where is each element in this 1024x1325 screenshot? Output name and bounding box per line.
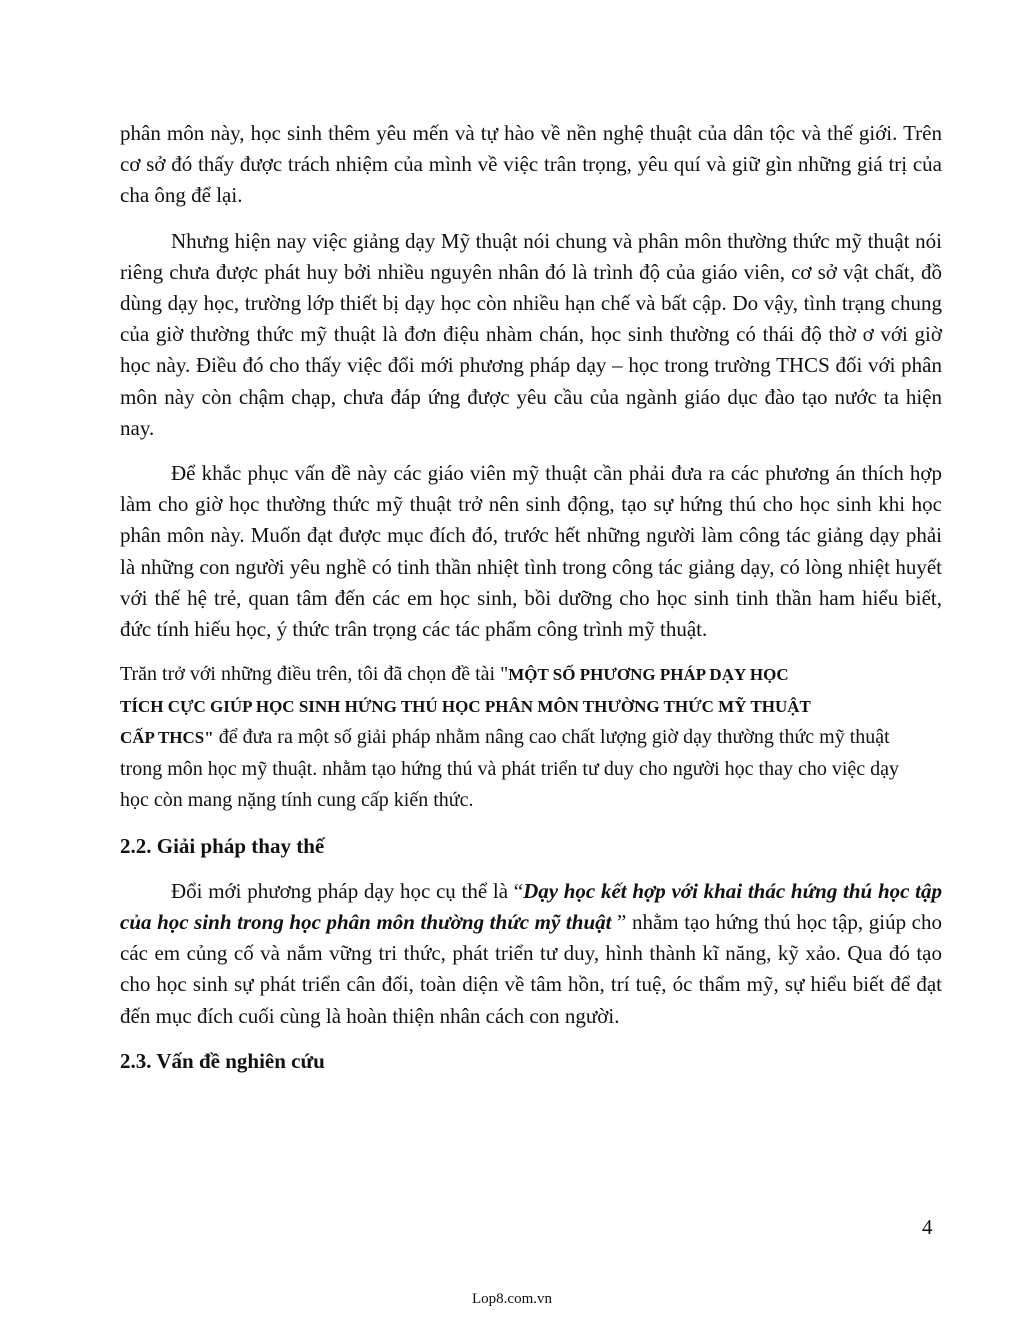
paragraph-intro-continuation: phân môn này, học sinh thêm yêu mến và tự hào về nền nghệ thuật của dân tộc và thế giới. Trên cơ sở đó thấy được trách nhiệm của mình về việc trân trọng, yêu quí và giữ gìn những giá trị của cha ông để lại. [120, 121, 942, 208]
paragraph-current-situation: Nhưng hiện nay việc giảng dạy Mỹ thuật nói chung và phân môn thường thức mỹ thuật nói riêng chưa được phát huy bởi nhiều nguyên nhân đó là trình độ của giáo viên, cơ sở vật chất, đồ dùng dạy học, trường lớp thiết bị dạy học còn nhiều hạn chế và bất cập. Do vậy, tình trạng chung của giờ thường thức mỹ thuật là đơn điệu nhàm chán, học sinh thường có thái độ thờ ơ với giờ học này. Điều đó cho thấy việc đổi mới phương pháp dạy – học trong trường THCS đối với phân môn này còn chậm chạp, chưa đáp ứng được yêu cầu của ngành giáo dục đào tạo nước ta hiện nay. [120, 228, 942, 440]
solution-emphasis-text: Dạy học kết hợp với khai thác hứng thú học tập của học sinh trong học phân môn thường thức mỹ thuật [120, 878, 942, 934]
solution-lead-text: Đổi mới phương pháp dạy học cụ thể là “ [171, 878, 524, 903]
topic-intro-text: Trăn trở với những điều trên, tôi đã chọn đề tài " [120, 663, 509, 686]
section-heading-2-2: 2.2. Giải pháp thay thế [120, 833, 325, 858]
topic-title-line-3: CẤP THCS" [120, 728, 214, 748]
document-page [120, 118, 942, 1077]
paragraph-topic-choice [120, 659, 920, 817]
topic-title-line-2: TÍCH CỰC GIÚP HỌC SINH HỨNG THÚ HỌC PHÂN MÔN THƯỜNG THỨC MỸ THUẬT [120, 696, 811, 716]
topic-rest-text: để đưa ra một số giải pháp nhằm nâng cao chất lượng giờ dạy thường thức mỹ thuật trong môn học mỹ thuật. nhằm tạo hứng thú và phát triển tư duy cho người học thay cho việc dạy học còn mang nặng tính cung cấp kiến thức. [120, 726, 900, 812]
page-number: 4 [922, 1215, 933, 1239]
section-heading-2-3: 2.3. Vấn đề nghiên cứu [120, 1048, 325, 1073]
footer-site-name: Lop8.com.vn [472, 1291, 552, 1307]
paragraph-replacement-solution [120, 876, 942, 1032]
paragraph-teacher-solution: Để khắc phục vấn đề này các giáo viên mỹ thuật cần phải đưa ra các phương án thích hợp làm cho giờ học thường thức mỹ thuật trở nên sinh động, tạo sự hứng thú cho học sinh khi học phân môn này. Muốn đạt được mục đích đó, trước hết những người làm công tác giảng dạy phải là những con người yêu nghề có tinh thần nhiệt tình trong công tác giảng dạy, có lòng nhiệt huyết với thế hệ trẻ, quan tâm đến các em học sinh, bồi dưỡng cho học sinh tinh thần ham hiểu biết, đức tính hiếu học, ý thức trân trọng các tác phẩm công trình mỹ thuật. [120, 461, 942, 642]
solution-rest-text: ” nhằm tạo hứng thú học tập, giúp cho các em củng cố và nắm vững tri thức, phát triển tư duy, hình thành kĩ năng, kỹ xảo. Qua đó tạo cho học sinh sự phát triển cân đối, toàn diện về tâm hồn, trí tuệ, óc thẩm mỹ, sự hiểu biết để đạt đến mục đích cuối cùng là hoàn thiện nhân cách con người. [120, 909, 942, 1028]
topic-title-line-1: MỘT SỐ PHƯƠNG PHÁP DẠY HỌC [508, 665, 789, 685]
